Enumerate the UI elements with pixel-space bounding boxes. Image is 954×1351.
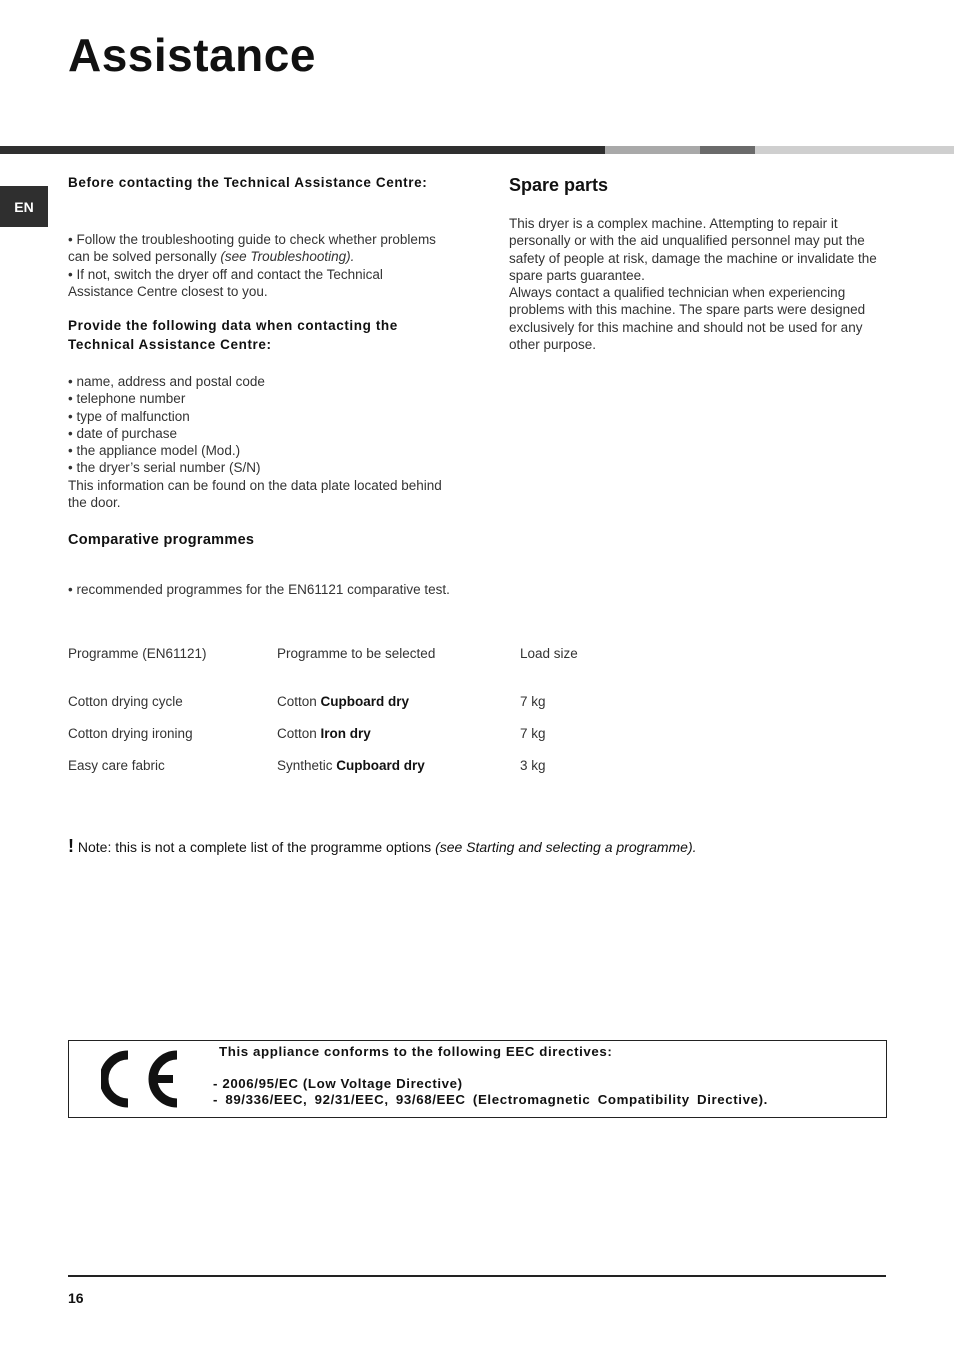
language-tab: EN [0, 186, 48, 227]
table-cell-load: 7 kg [520, 694, 546, 709]
table-header-select: Programme to be selected [277, 646, 436, 661]
table-header-programme: Programme (EN61121) [68, 646, 207, 661]
table-cell-load: 3 kg [520, 758, 546, 773]
list-item: • telephone number [68, 390, 443, 407]
list-item: • type of malfunction [68, 408, 443, 425]
table-header-load: Load size [520, 646, 578, 661]
ce-mark-icon [101, 1049, 181, 1109]
ce-directive-lvd: - 2006/95/EC (Low Voltage Directive) [213, 1076, 463, 1091]
spare-parts-heading: Spare parts [509, 175, 609, 195]
page-title: Assistance [68, 29, 316, 81]
ce-directives [213, 1044, 768, 1108]
table-cell-select: Cotton Iron dry [277, 726, 371, 741]
provide-data-heading: Provide the following data when contacting the Technical Assistance Centre: [68, 318, 398, 352]
comparative-bullet: • recommended programmes for the EN61121 comparative test. [68, 582, 450, 597]
contact-before-heading: Before contacting the Technical Assistance Centre: [68, 175, 428, 190]
list-item: • name, address and postal code [68, 373, 443, 390]
table-cell-programme: Cotton drying cycle [68, 694, 183, 709]
ce-conformity-box [68, 1040, 887, 1118]
header-band-light [605, 146, 700, 154]
spare-parts-text [509, 215, 879, 353]
page-number: 16 [68, 1290, 84, 1306]
warning-icon: ! [68, 836, 74, 856]
spare-parts-para1: This dryer is a complex machine. Attempting to repair it personally or with the aid unqualified personnel may put the safety of people at risk, damage the machine or invalidate the spare parts guarantee. [509, 216, 877, 283]
spare-parts-para2: Always contact a qualified technician when experiencing problems with this machine. The spare parts were designed exclusively for this machine and should not be used for any other purpose. [509, 285, 866, 353]
ce-directive-emc: - 89/336/EEC, 92/31/EEC, 93/68/EEC (Electromagnetic Compatibility Directive). [213, 1092, 768, 1107]
table-cell-programme: Easy care fabric [68, 758, 165, 773]
programme-note: ! Note: this is not a complete list of the programme options (see Starting and selecting a programme). [68, 836, 697, 856]
list-item: • date of purchase [68, 425, 443, 442]
comparative-heading: Comparative programmes [68, 532, 255, 548]
table-cell-select: Cotton Cupboard dry [277, 694, 410, 709]
ce-intro: This appliance conforms to the following EEC directives: [219, 1044, 613, 1059]
header-band-mid [700, 146, 755, 154]
header-band-dark [0, 146, 605, 154]
switch-off-paragraph: • If not, switch the dryer off and contact the Technical Assistance Centre closest to you. [68, 266, 383, 299]
list-item: • the appliance model (Mod.) [68, 442, 443, 459]
header-band-lighter [755, 146, 954, 154]
troubleshoot-paragraph: • Follow the troubleshooting guide to check whether problems can be solved personally (see Troubleshooting). [68, 232, 436, 265]
table-cell-select: Synthetic Cupboard dry [277, 758, 425, 773]
footer-rule [68, 1275, 886, 1277]
table-cell-programme: Cotton drying ironing [68, 726, 193, 741]
table-cell-load: 7 kg [520, 726, 546, 741]
data-list [68, 373, 443, 511]
data-plate-note: This information can be found on the data plate located behind the door. [68, 477, 442, 511]
contact-instructions [68, 231, 443, 300]
list-item: • the dryer’s serial number (S/N) [68, 459, 443, 476]
